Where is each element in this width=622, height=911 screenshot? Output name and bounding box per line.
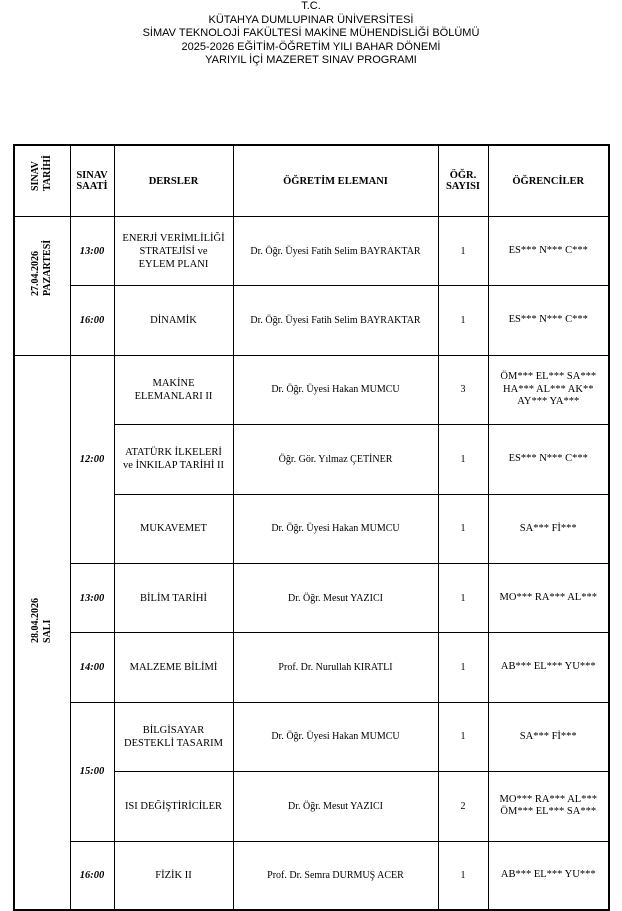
time-cell: 12:00 <box>70 355 114 563</box>
students-cell <box>488 494 609 563</box>
student-line: AB*** EL*** YU*** <box>500 869 596 881</box>
student-line: ES*** N*** C*** <box>508 314 588 326</box>
table-row <box>14 633 609 702</box>
exam-weekday: PAZARTESİ <box>42 239 54 296</box>
count-cell: 1 <box>438 494 488 563</box>
course-name-line: ELEMANLARI II <box>134 390 213 402</box>
instructor-cell: Dr. Öğr. Üyesi Fatih Selim BAYRAKTAR <box>233 286 438 355</box>
course-cell <box>114 772 233 841</box>
date-cell <box>14 355 70 910</box>
column-header-count-line2: SAYISI <box>445 181 481 192</box>
course-cell <box>114 633 233 702</box>
course-name-line: MAKİNE <box>152 377 195 389</box>
table-row <box>14 841 609 910</box>
instructor-cell: Dr. Öğr. Mesut YAZICI <box>233 563 438 632</box>
instructor-cell: Dr. Öğr. Üyesi Fatih Selim BAYRAKTAR <box>233 217 438 286</box>
course-cell <box>114 355 233 424</box>
time-cell: 16:00 <box>70 841 114 910</box>
table-header-row <box>14 145 609 217</box>
exam-date: 28.04.2026 <box>30 597 42 643</box>
instructor-cell: Dr. Öğr. Mesut YAZICI <box>233 772 438 841</box>
date-cell <box>14 217 70 356</box>
table-row <box>14 286 609 355</box>
column-header-date-line1: SINAV <box>30 161 42 191</box>
student-line: ÖM*** EL*** SA*** <box>500 806 597 818</box>
count-cell: 1 <box>438 286 488 355</box>
course-cell <box>114 494 233 563</box>
students-cell <box>488 217 609 286</box>
course-name-line: EYLEM PLANI <box>138 258 209 270</box>
time-cell: 13:00 <box>70 563 114 632</box>
course-name-line: ATATÜRK İLKELERİ <box>125 447 222 459</box>
students-cell <box>488 841 609 910</box>
student-line: AY*** YA*** <box>517 396 580 408</box>
table-row <box>14 563 609 632</box>
header-line: 2025-2026 EĞİTİM-ÖĞRETİM YILI BAHAR DÖNEMİ <box>181 40 441 53</box>
students-cell <box>488 702 609 771</box>
count-cell: 1 <box>438 702 488 771</box>
column-header-course: DERSLER <box>114 145 233 217</box>
column-header-date <box>14 145 70 217</box>
course-name-line: STRATEJİSİ ve <box>139 245 208 257</box>
count-cell: 3 <box>438 355 488 424</box>
students-cell <box>488 425 609 494</box>
student-line: ES*** N*** C*** <box>508 453 588 465</box>
count-cell: 1 <box>438 217 488 286</box>
exam-schedule-table <box>13 144 610 911</box>
instructor-cell: Dr. Öğr. Üyesi Hakan MUMCU <box>233 702 438 771</box>
count-cell: 1 <box>438 425 488 494</box>
column-header-students: ÖĞRENCİLER <box>488 145 609 217</box>
course-name-line: ve İNKILAP TARİHİ II <box>123 460 224 472</box>
column-header-date-line2: TARİHİ <box>42 155 54 191</box>
column-header-time-line2: SAATİ <box>76 181 108 192</box>
course-name-line: FİZİK II <box>155 869 192 881</box>
header-line: T.C. <box>301 0 321 12</box>
student-line: AB*** EL*** YU*** <box>500 661 596 673</box>
students-cell <box>488 563 609 632</box>
header-line: SİMAV TEKNOLOJİ FAKÜLTESİ MAKİNE MÜHENDİSLİĞİ BÖLÜMÜ <box>142 27 480 39</box>
column-header-count-line1: ÖĞR. <box>449 170 477 181</box>
course-name-line: ENERJİ VERİMLİLİĞİ <box>122 232 225 244</box>
course-cell <box>114 563 233 632</box>
time-cell: 16:00 <box>70 286 114 355</box>
student-line: MO*** RA*** AL*** <box>499 591 597 603</box>
student-line: ES*** N*** C*** <box>508 244 588 256</box>
students-cell <box>488 286 609 355</box>
time-cell: 13:00 <box>70 217 114 286</box>
document-header <box>0 0 622 68</box>
column-header-time <box>70 145 114 217</box>
table-row <box>14 217 609 286</box>
students-cell <box>488 772 609 841</box>
instructor-cell: Dr. Öğr. Üyesi Hakan MUMCU <box>233 494 438 563</box>
course-name-line: DESTEKLİ TASARIM <box>123 737 223 749</box>
student-line: HA*** AL*** AK** <box>503 383 594 395</box>
course-cell <box>114 841 233 910</box>
instructor-cell: Prof. Dr. Nurullah KIRATLI <box>233 633 438 702</box>
column-header-count <box>438 145 488 217</box>
student-line: SA*** Fİ*** <box>519 522 577 534</box>
course-cell <box>114 286 233 355</box>
students-cell <box>488 355 609 424</box>
time-cell: 15:00 <box>70 702 114 841</box>
instructor-cell: Öğr. Gör. Yılmaz ÇETİNER <box>233 425 438 494</box>
course-name-line: MUKAVEMET <box>140 523 207 535</box>
table-row <box>14 355 609 424</box>
table-row <box>14 702 609 771</box>
count-cell: 1 <box>438 563 488 632</box>
course-cell <box>114 217 233 286</box>
count-cell: 1 <box>438 841 488 910</box>
header-line: KÜTAHYA DUMLUPINAR ÜNİVERSİTESİ <box>208 13 414 26</box>
column-header-instructor: ÖĞRETİM ELEMANI <box>233 145 438 217</box>
instructor-cell: Dr. Öğr. Üyesi Hakan MUMCU <box>233 355 438 424</box>
count-cell: 1 <box>438 633 488 702</box>
student-line: SA*** Fİ*** <box>519 730 577 742</box>
course-cell <box>114 425 233 494</box>
header-line: YARIYIL İÇİ MAZERET SINAV PROGRAMI <box>205 54 417 66</box>
students-cell <box>488 633 609 702</box>
exam-weekday: SALI <box>42 619 54 643</box>
instructor-cell: Prof. Dr. Semra DURMUŞ ACER <box>233 841 438 910</box>
course-name-line: BİLGİSAYAR <box>142 724 205 736</box>
course-name-line: MALZEME BİLİMİ <box>129 662 218 674</box>
column-header-time-line1: SINAV <box>76 170 108 181</box>
count-cell: 2 <box>438 772 488 841</box>
course-name-line: DİNAMİK <box>150 315 197 327</box>
course-cell <box>114 702 233 771</box>
exam-date: 27.04.2026 <box>30 250 42 296</box>
student-line: MO*** RA*** AL*** <box>499 793 597 805</box>
course-name-line: BİLİM TARİHİ <box>140 592 207 604</box>
time-cell: 14:00 <box>70 633 114 702</box>
course-name-line: ISI DEĞİŞTİRİCİLER <box>124 800 223 812</box>
student-line: ÖM*** EL*** SA*** <box>500 371 597 383</box>
